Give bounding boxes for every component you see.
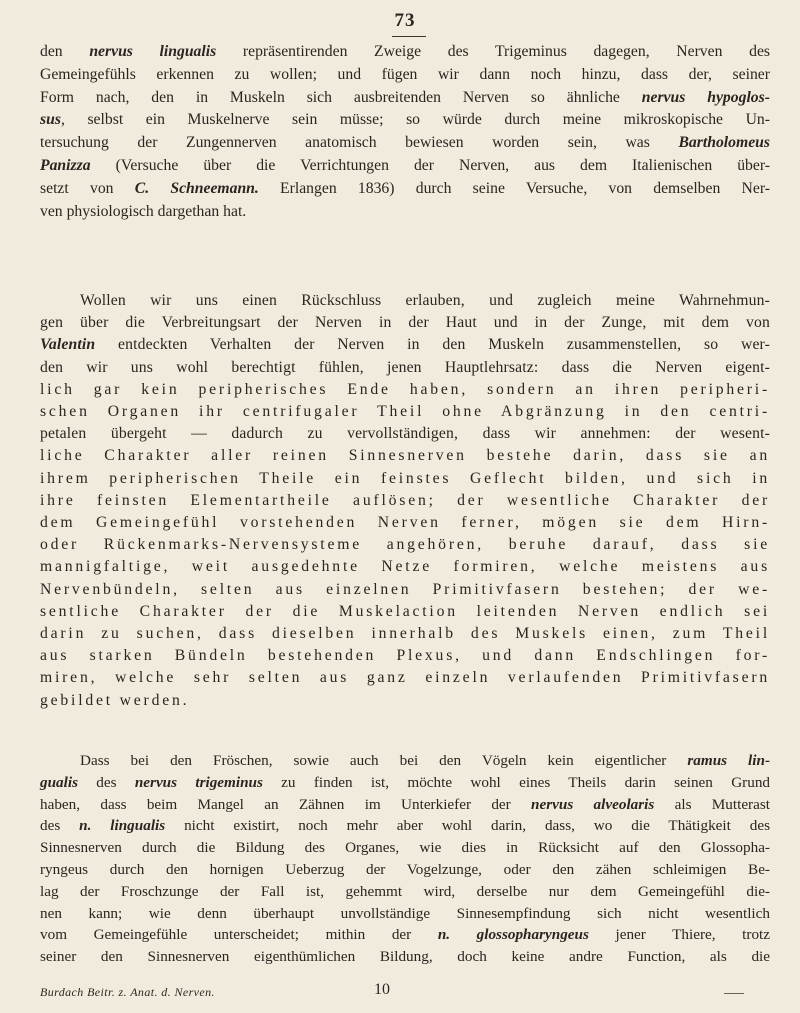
text-run: entdeckten Verhalten der Nerven in den Muskeln zusammenstellen, so wer- bbox=[95, 336, 770, 354]
text-line bbox=[40, 445, 770, 467]
footer-dash-mark bbox=[724, 993, 744, 994]
text-run: Form nach, den in Muskeln sich ausbreitenden Nerven so ähnliche bbox=[40, 88, 642, 106]
text-line bbox=[40, 423, 770, 445]
text-run: gen über die Verbreitungsart der Nerven in der Haut und in der Zunge, mit dem von bbox=[40, 314, 770, 332]
text-line bbox=[40, 379, 770, 401]
text-run: darin zu suchen, dass dieselben innerhalb des Muskels einen, zum Theil bbox=[40, 625, 770, 643]
text-run: Wollen wir uns einen Rückschluss erlauben, und zugleich meine Wahrnehmun- bbox=[80, 292, 770, 309]
text-run: sentliche Charakter der die Muskelaction leitenden Nerven endlich sei bbox=[40, 602, 770, 620]
text-line bbox=[40, 132, 770, 155]
text-line bbox=[40, 946, 770, 968]
page-number: 73 bbox=[394, 10, 416, 31]
text-run: zu finden ist, möchte wohl eines Theils darin seinen Grund bbox=[262, 773, 771, 791]
paragraph-3 bbox=[40, 750, 770, 968]
text-run: tersuchung der Zungennerven anatomisch bewiesen worden sein, was bbox=[40, 134, 679, 152]
text-run: gebildet werden. bbox=[40, 691, 190, 709]
text-line bbox=[40, 815, 770, 837]
text-line bbox=[40, 41, 770, 64]
text-run: den bbox=[40, 43, 90, 60]
emphasized-term: nervus alveolaris bbox=[531, 795, 655, 813]
text-run: (Versuche über die Verrichtungen der Nerven, aus dem Italienischen über- bbox=[90, 156, 770, 174]
emphasized-term: Panizza bbox=[40, 156, 91, 174]
text-run: oder Rückenmarks-Nervensysteme angehören, beruhe darauf, dass sie bbox=[40, 536, 770, 554]
text-line bbox=[40, 924, 770, 946]
text-line bbox=[40, 556, 770, 578]
footer-source-line: Burdach Beitr. z. Anat. d. Nerven. bbox=[40, 985, 215, 999]
text-run: des bbox=[40, 817, 80, 835]
text-run: Dass bei den Fröschen, sowie auch bei den Vögeln kein eigentlicher bbox=[80, 752, 688, 769]
text-run: Nervenbündeln, selten aus einzelnen Primitivfasern bestehen; der we- bbox=[40, 580, 770, 598]
text-line bbox=[40, 155, 770, 178]
text-line bbox=[40, 881, 770, 903]
emphasized-term: n. lingualis bbox=[79, 817, 166, 835]
text-line bbox=[40, 109, 770, 132]
text-run: aus starken Bündeln bestehenden Plexus, und dann Endschlingen for- bbox=[40, 647, 770, 665]
text-line bbox=[40, 690, 770, 712]
text-line bbox=[40, 623, 770, 645]
sheet-signature-number: 10 bbox=[374, 981, 390, 998]
text-run: nen kann; wie denn überhaupt unvollständige Sinnesempfindung sich nicht wesentlich bbox=[40, 904, 770, 922]
text-line bbox=[40, 837, 770, 859]
text-run: lich gar kein peripherisches Ende haben, sondern an ihren peripheri- bbox=[40, 380, 770, 398]
text-run: , selbst ein Muskelnerve sein müsse; so würde durch meine mikroskopische Un- bbox=[60, 111, 770, 129]
emphasized-term: gualis bbox=[40, 773, 78, 791]
emphasized-term: Bartholomeus bbox=[678, 134, 770, 152]
emphasized-term: C. Schneemann. bbox=[134, 179, 259, 197]
text-run: nicht existirt, noch mehr aber wohl darin, dass, wo die Thätigkeit des bbox=[165, 817, 770, 835]
text-run: ihrem peripherischen Theile ein feinstes Geflecht bilden, und sich in bbox=[40, 469, 770, 487]
text-run: petalen übergeht — dadurch zu vervollständigen, dass wir annehmen: der wesent- bbox=[40, 425, 770, 443]
text-line bbox=[40, 859, 770, 881]
text-run: den wir uns wohl berechtigt fühlen, jenen Hauptlehrsatz: dass die Nerven eigent- bbox=[40, 358, 770, 376]
text-line bbox=[40, 490, 770, 512]
text-line bbox=[40, 334, 770, 356]
text-line bbox=[40, 903, 770, 925]
emphasized-term: nervus lingualis bbox=[89, 43, 217, 60]
text-line bbox=[40, 201, 770, 224]
text-line bbox=[40, 312, 770, 334]
emphasized-term: Valentin bbox=[40, 336, 96, 354]
text-line bbox=[40, 401, 770, 423]
paragraph-2 bbox=[40, 290, 770, 712]
text-run: dem Gemeingefühl vorstehenden Nerven ferner, mögen sie dem Hirn- bbox=[40, 514, 770, 532]
text-line bbox=[40, 178, 770, 201]
text-line bbox=[40, 512, 770, 534]
text-run: des bbox=[77, 773, 135, 791]
emphasized-term: nervus trigeminus bbox=[134, 773, 263, 791]
text-run: ihre feinsten Elementartheile auflösen; der wesentliche Charakter der bbox=[40, 491, 770, 509]
text-run: haben, dass beim Mangel an Zähnen im Unterkiefer der bbox=[40, 795, 532, 813]
text-line bbox=[40, 64, 770, 87]
text-line bbox=[40, 667, 770, 689]
text-run: ryngeus durch den hornigen Ueberzug der Vogelzunge, oder den zähen schleimigen Be- bbox=[40, 860, 770, 878]
text-run: mannigfaltige, weit ausgedehnte Netze formiren, welche meistens aus bbox=[40, 558, 770, 576]
text-line bbox=[40, 645, 770, 667]
text-run: liche Charakter aller reinen Sinnesnerven bestehe darin, dass sie an bbox=[40, 447, 770, 465]
text-run: vom Gemeingefühle unterscheidet; mithin der bbox=[40, 926, 438, 944]
text-line bbox=[40, 750, 770, 772]
page-number-rule bbox=[392, 36, 426, 37]
text-run: miren, welche sehr selten aus ganz einzeln verlaufenden Primitivfasern bbox=[40, 669, 770, 687]
text-line bbox=[40, 794, 770, 816]
text-run: als Mutterast bbox=[654, 795, 770, 813]
text-run: lag der Froschzunge der Fall ist, gehemmt wird, derselbe nur dem Gemeingefühl die- bbox=[40, 882, 770, 900]
text-line bbox=[40, 357, 770, 379]
text-line bbox=[40, 87, 770, 110]
text-run: setzt von bbox=[40, 179, 135, 197]
text-run: ven physiologisch dargethan hat. bbox=[40, 202, 247, 220]
emphasized-term: sus bbox=[40, 111, 61, 129]
text-run: Erlangen 1836) durch seine Versuche, von demselben Ner- bbox=[258, 179, 770, 197]
book-page bbox=[40, 0, 770, 1013]
text-line bbox=[40, 579, 770, 601]
emphasized-term: n. glossopharyngeus bbox=[437, 926, 589, 944]
text-line bbox=[40, 534, 770, 556]
text-line bbox=[40, 601, 770, 623]
paragraph-1 bbox=[40, 41, 770, 223]
text-run: seiner den Sinnesnerven eigenthümlichen Bildung, doch keine andre Function, als die bbox=[40, 948, 770, 966]
text-run: repräsentirenden Zweige des Trigeminus dagegen, Nerven des bbox=[216, 43, 771, 60]
text-line bbox=[40, 772, 770, 794]
text-run: schen Organen ihr centrifugaler Theil ohne Abgränzung in den centri- bbox=[40, 403, 770, 421]
text-run: Gemeingefühls erkennen zu wollen; und fügen wir dann noch hinzu, dass der, seiner bbox=[40, 65, 770, 83]
text-run: Sinnesnerven durch die Bildung des Organes, wie dies in Rücksicht auf den Glossopha- bbox=[40, 839, 770, 857]
emphasized-term: ramus lin- bbox=[687, 752, 770, 769]
text-line bbox=[40, 468, 770, 490]
text-run: jener Thiere, trotz bbox=[588, 926, 770, 944]
text-line bbox=[40, 290, 770, 312]
emphasized-term: nervus hypoglos- bbox=[641, 88, 770, 106]
